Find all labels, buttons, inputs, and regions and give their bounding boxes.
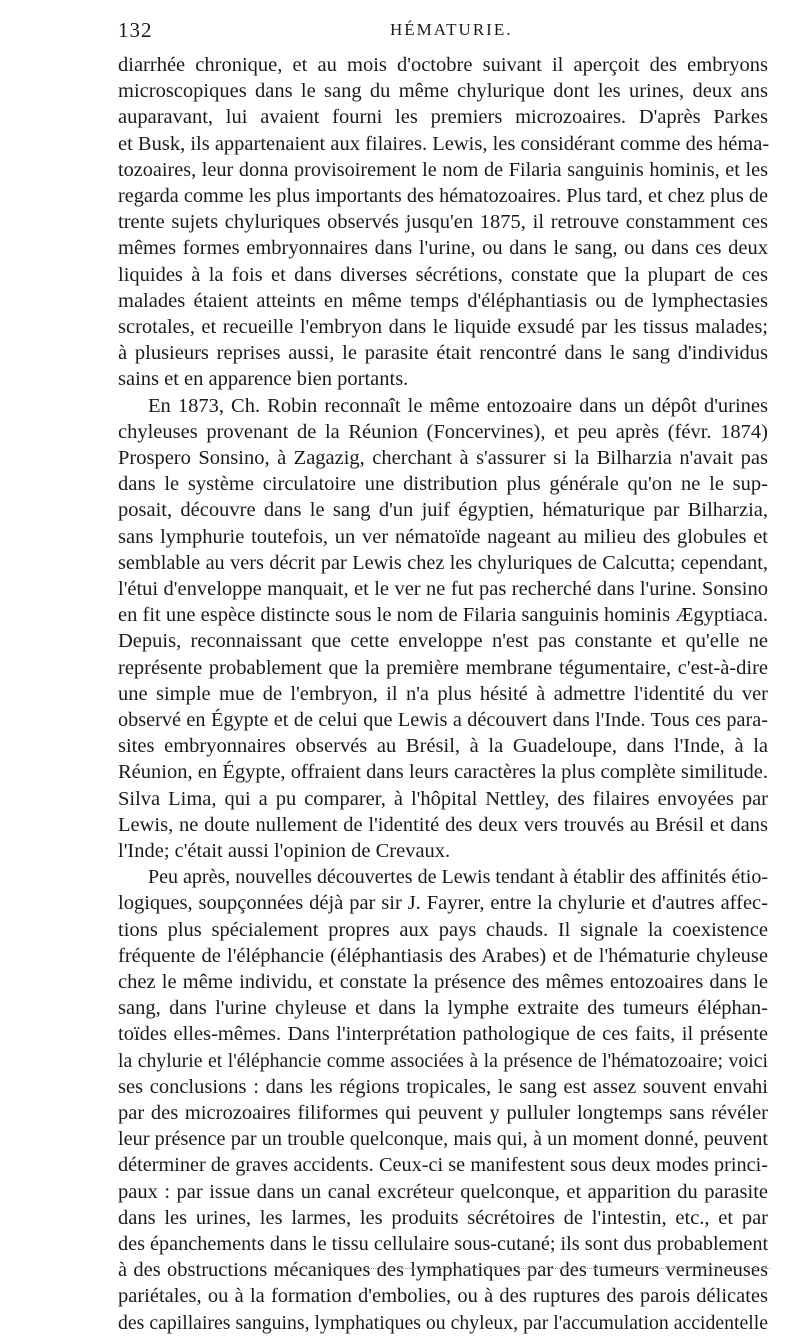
text-line: à des obstructions mécaniques des lymphatiques par des tumeurs vermineuses (118, 1259, 768, 1282)
text-line: l'Inde; c'était aussi l'opinion de Crevaux. (118, 840, 451, 862)
text-line: paux : par issue dans un canal excréteur quelconque, et apparition du parasite (118, 1180, 768, 1203)
text-line: sains et en apparence bien portants. (118, 368, 409, 391)
text-line: et Busk, ils appartenaient aux filaires. Lewis, les considérant comme des héma- (118, 132, 770, 155)
text-line: la chylurie et l'éléphancie comme associées à la présence de l'hématozoaire; voici (118, 1049, 768, 1072)
text-line: en fit une espèce distincte sous le nom de Filaria sanguinis hominis Ægyptiaca. (118, 604, 768, 627)
text-line: microscopiques dans le sang du même chylurique dont les urines, deux ans (118, 80, 768, 103)
text-line: chez le même individu, et constate la présence des mêmes entozoaires dans le (118, 971, 768, 993)
text-line: une simple mue de l'embryon, il n'a plus hésité à admettre l'identité du ver (118, 682, 768, 705)
text-line: auparavant, lui avaient fourni les premiers microzoaires. D'après Parkes (118, 106, 768, 129)
text-line: observé en Égypte et de celui que Lewis a découvert dans l'Inde. Tous ces para- (118, 709, 768, 731)
text-line: malades étaient atteints en même temps d'éléphantiasis ou de lymphectasies (118, 289, 768, 312)
footer-rule (290, 1268, 770, 1269)
text-line: diarrhée chronique, et au mois d'octobre suivant il aperçoit des embryons (118, 54, 768, 76)
text-line: semblable au vers décrit par Lewis chez les chyluriques de Calcutta; cependant, (118, 551, 768, 574)
text-line: leur présence par un trouble quelconque, mais qui, à un moment donné, peuvent (118, 1128, 768, 1151)
text-line: fréquente de l'éléphancie (éléphantiasis des Arabes) et de l'hématurie chyleuse (118, 944, 768, 967)
text-line: Peu après, nouvelles découvertes de Lewis tendant à établir des affinités étio- (148, 866, 768, 889)
text-line: déterminer de graves accidents. Ceux-ci se manifestent sous deux modes princi- (118, 1154, 768, 1177)
text-line: En 1873, Ch. Robin reconnaît le même entozoaire dans un dépôt d'urines (148, 394, 768, 417)
text-line: l'étui d'enveloppe manquait, et le ver ne fut pas recherché dans l'urine. Sonsino (118, 578, 768, 600)
text-line: posait, découvre dans le sang d'un juif égyptien, hématurique par Bilharzia, (118, 499, 768, 522)
text-line: tozoaires, leur donna provisoirement le nom de Filaria sanguinis hominis, et les (118, 158, 768, 181)
text-line: tions plus spécialement propres aux pays chauds. Il signale la coexistence (118, 918, 768, 941)
text-line: Prospero Sonsino, à Zagazig, cherchant à s'assurer si la Bilharzia n'avait pas (118, 447, 768, 469)
text-line: toïdes elles-mêmes. Dans l'interprétation pathologique de ces faits, il présente (118, 1023, 768, 1046)
page-number: 132 (118, 18, 153, 42)
text-line: par des microzoaires filiformes qui peuvent y pulluler longtemps sans révéler (118, 1102, 768, 1124)
text-line: sites embryonnaires observés au Brésil, à la Guadeloupe, dans l'Inde, à la (118, 735, 768, 758)
text-line: dans le système circulatoire une distribution plus générale qu'on ne le sup- (118, 473, 768, 496)
text-line: liquides à la fois et dans diverses sécrétions, constate que la plupart de ces (118, 263, 768, 286)
text-line: Depuis, reconnaissant que cette enveloppe n'est pas constante et qu'elle ne (118, 630, 768, 653)
text-line: scrotales, et recueille l'embryon dans le liquide exsudé par les tissus malades; (118, 316, 768, 338)
text-line: à plusieurs reprises aussi, le parasite était rencontré dans le sang d'individus (118, 342, 768, 365)
text-line: Réunion, en Égypte, offraient dans leurs caractères la plus complète similitude. (118, 761, 768, 784)
text-line: Lewis, ne doute nullement de l'identité des deux vers trouvés au Brésil et dans (118, 813, 768, 836)
text-line: chyleuses provenant de la Réunion (Foncervines), et peu après (févr. 1874) (118, 420, 768, 443)
text-line: logiques, soupçonnées déjà par sir J. Fayrer, entre la chylurie et d'autres affec- (118, 892, 768, 915)
page-header (118, 18, 768, 48)
text-line: Silva Lima, qui a pu comparer, à l'hôpital Nettley, des filaires envoyées par (118, 787, 768, 810)
text-line: dans les urines, les larmes, les produits sécrétoires de l'intestin, etc., et par (118, 1206, 768, 1229)
text-line: regarda comme les plus importants des hématozoaires. Plus tard, et chez plus de (118, 185, 768, 207)
text-line: trente sujets chyluriques observés jusqu'en 1875, il retrouve constamment ces (118, 211, 768, 234)
text-line: représente probablement que la première membrane tégumentaire, c'est-à-dire (118, 656, 768, 679)
text-line: sans lymphurie toutefois, un ver nématoïde nageant au milieu des globules et (118, 525, 768, 548)
running-title: HÉMATURIE. (390, 20, 513, 39)
text-line: pariétales, ou à la formation d'embolies, ou à des ruptures des parois délicates (118, 1285, 768, 1308)
text-line: mêmes formes embryonnaires dans l'urine, ou dans le sang, ou dans ces deux (118, 237, 768, 260)
text-line: des capillaires sanguins, lymphatiques ou chyleux, par l'accumulation accidentelle (118, 1311, 768, 1334)
text-line: des épanchements dans le tissu cellulaire sous-cutané; ils sont dus probablement (118, 1233, 769, 1255)
text-line: sang, dans l'urine chyleuse et dans la lymphe extraite des tumeurs éléphan- (118, 997, 768, 1020)
text-line: ses conclusions : dans les régions tropicales, le sang est assez souvent envahi (118, 1075, 768, 1098)
